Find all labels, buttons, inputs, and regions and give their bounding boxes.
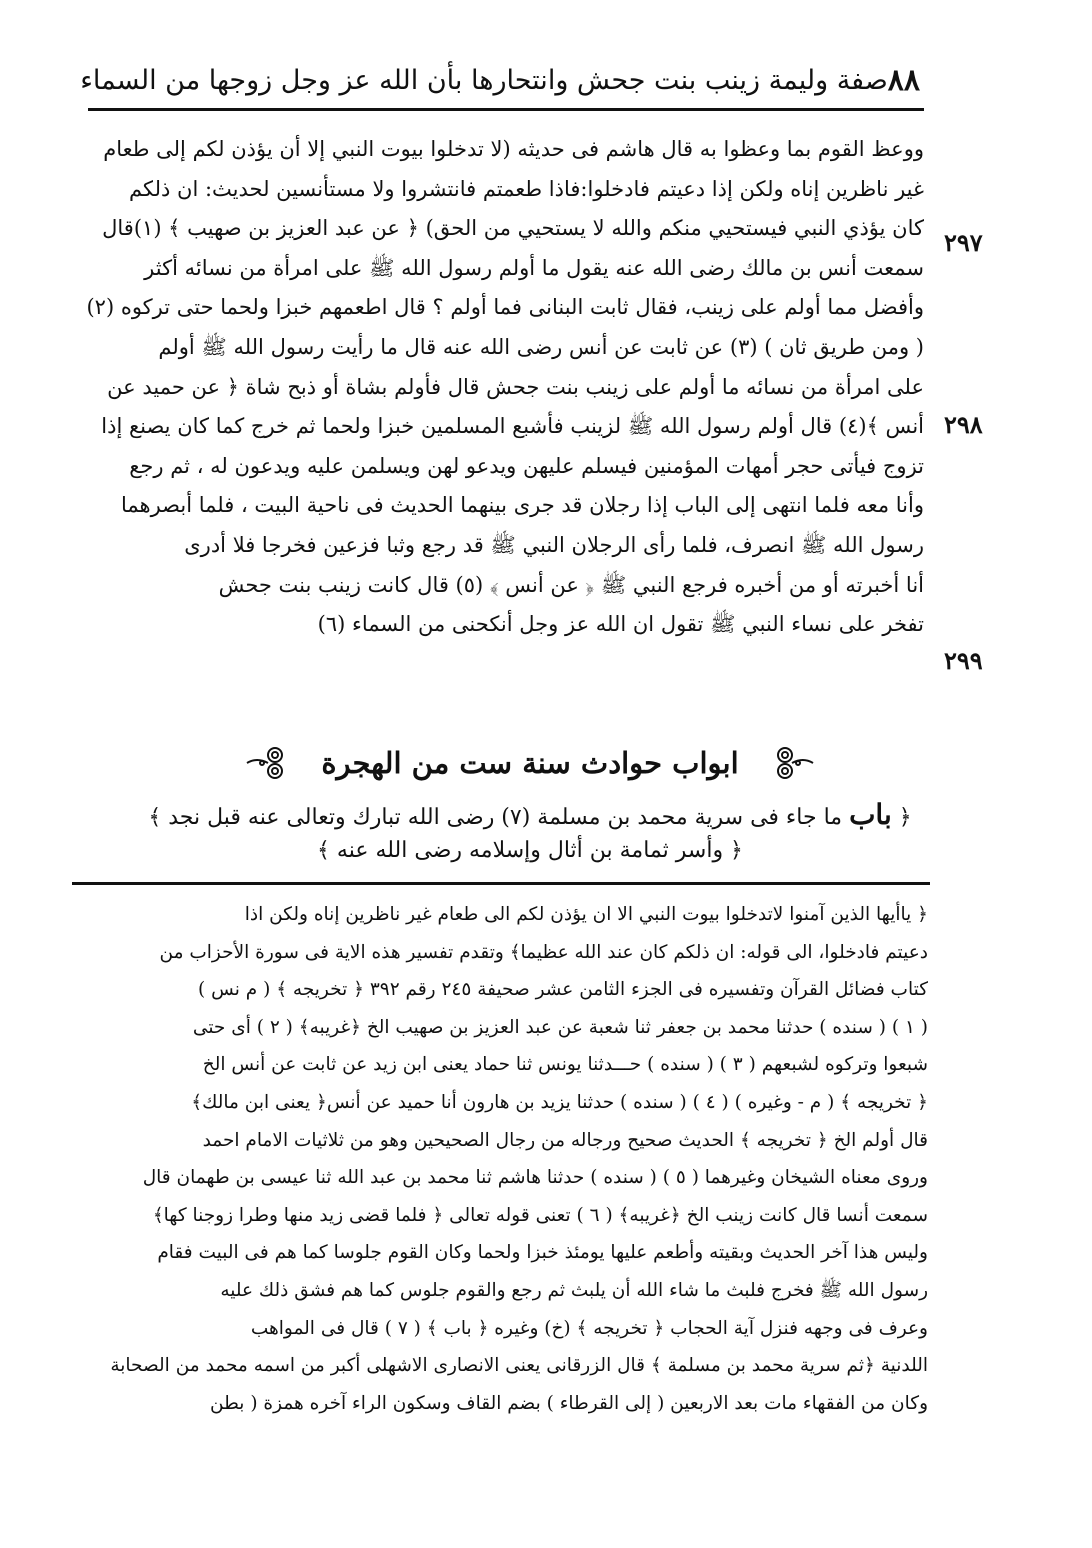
text-line: تزوج فيأتى حجر أمهات المؤمنين فيسلم عليهن ويدعو لهن ويسلمن عليه ويدعون له ، ثم رجع bbox=[129, 453, 924, 478]
bracket-open: ﴿ bbox=[898, 805, 912, 830]
footnote-line: قال أولم الخ ﴿ تخريجه ﴾ الحديث صحيح ورجاله من رجال الصحيحين وهو من ثلاثيات الامام احمد bbox=[202, 1129, 928, 1151]
main-text bbox=[72, 130, 924, 645]
footnote-line: ﴿ ياأيها الذين آمنوا لاتدخلوا بيوت النبي الا ان يؤذن لكم الى طعام غير ناظرين إناه ولكن اذا bbox=[244, 904, 928, 925]
footnote-line: كتاب فضائل القرآن وتفسيره فى الجزء الثامن عشر صحيفة ٢٤٥ رقم ٣٩٢ ﴿ تخريجه ﴾ ( م نس ) bbox=[198, 979, 928, 1001]
footnote-line: وليس هذا آخر الحديث وبقيته وأطعم عليها يومئذ خبزا ولحما وكان القوم جلوسا كما هم فى البيت فقام bbox=[157, 1242, 928, 1264]
bab-label: باب bbox=[849, 798, 892, 831]
footnote-line: وكان من الفقهاء مات بعد الاربعين ( إلى القرطاء ) بضم القاف وسكون الراء آخره همزة ( بطن bbox=[210, 1392, 928, 1414]
section-heading bbox=[200, 740, 860, 786]
text-line: ( ومن طريق ثان ) (٣) عن ثابت عن أنس رضى الله عنه قال ما رأيت رسول الله ﷺ أولم bbox=[158, 334, 924, 359]
footnote-line: سمعت أنسا قال كانت زينب الخ ﴿غريبه﴾ ( ٦ ) تعنى قوله تعالى ﴿ فلما قضى زيد منها وطرا زوجنا كها﴾ bbox=[152, 1204, 928, 1226]
text-line: ووعظ القوم بما وعظوا به قال هاشم فى حديثه (لا تدخلوا بيوت النبي إلا أن يؤذن لكم إلى طعام bbox=[103, 137, 924, 161]
footnote-line: دعيتم فادخلوا، الى قوله: ان ذلكم كان عند الله عظيما﴾ وتقدم تفسير هذه الاية فى سورة الأحزاب من bbox=[159, 941, 928, 963]
footnote-rule bbox=[72, 882, 930, 885]
footnotes bbox=[72, 896, 928, 1422]
footnote-line: رسول الله ﷺ فخرج فلبث ما شاء الله أن يلبث ثم رجع والقوم جلوس كما هم فشق ذلك عليه bbox=[220, 1279, 928, 1301]
text-line: كان يؤذي النبي فيستحيي منكم والله لا يستحيي من الحق) ﴿ عن عبد العزيز بن صهيب ﴾ (١)قال bbox=[102, 216, 924, 241]
text-line: سمعت أنس بن مالك رضى الله عنه يقول ما أولم رسول الله ﷺ على امرأة من نسائه أكثر bbox=[144, 255, 924, 280]
text-line: غير ناظرين إناه ولكن إذا دعيتم فادخلوا:فاذا طعمتم فانتشروا ولا مستأنسين لحديث: ان ذلكم bbox=[129, 176, 924, 201]
text-line: رسول الله ﷺ انصرف، فلما رأى الرجلان النبي ﷺ قد رجع وثبا فزعين فخرجا فلا أدرى bbox=[184, 532, 924, 557]
running-title: صفة وليمة زينب بنت جحش وانتحارها بأن الله عز وجل زوجها من السماء bbox=[80, 64, 888, 96]
text-line: أنس ﴾(٤) قال أولم رسول الله ﷺ لزينب فأشبع المسلمين خبزا ولحما ثم خرج كما كان يصنع إذا bbox=[101, 414, 924, 439]
footnote-line: ( ١ ) ( سنده ) حدثنا محمد بن جعفر ثنا شعبة عن عبد العزيز بن صهيب الخ ﴿غريبه﴾ ( ٢ ) أى حتى bbox=[192, 1016, 928, 1038]
running-header bbox=[80, 58, 920, 102]
text-line: وأنا معه فلما انتهى إلى الباب إذا رجلان قد جرى بينهما الحديث فى ناحية البيت ، فلما أبصرهما bbox=[120, 493, 924, 518]
footnote-line: وعرف فى وجهه فنزل آية الحجاب ﴿ تخريجه ﴾ (خ) وغيره ﴿ باب ﴾ ( ٧ ) قال فى المواهب bbox=[250, 1317, 928, 1339]
footnote-line: وروى معناه الشيخان وغيرهما ( ٥ ) ( سنده ) حدثنا هاشم ثنا محمد بن عبد الله ثنا عيسى بن طهمان قال bbox=[142, 1167, 928, 1189]
hadith-number: ٢٩٧ bbox=[944, 228, 983, 257]
ornament-icon bbox=[765, 743, 815, 783]
header-rule bbox=[88, 108, 924, 111]
hadith-number: ٢٩٩ bbox=[944, 646, 983, 675]
section-title: ابواب حوادث سنة ست من الهجرة bbox=[321, 746, 739, 780]
footnote-line: ﴿ تخريجه ﴾ ( م - وغيره ) ( ٤ ) ( سنده ) حدثنا يزيد بن هارون أنا حميد عن أنس﴿ يعنى ابن مالك﴾ bbox=[191, 1091, 928, 1113]
bab-heading-line2: ﴿ وأسر ثمامة بن أثال وإسلامه رضى الله عنه ﴾ bbox=[317, 838, 743, 863]
hadith-number: ٢٩٨ bbox=[944, 410, 983, 439]
footnote-line: شبعوا وتركوه لشبعهم ( ٣ ) ( سنده ) حـــدثنا يونس ثنا حماد يعنى ابن زيد عن ثابت عن أنس الخ bbox=[202, 1054, 928, 1076]
text-line: وأفضل مما أولم على زينب، فقال ثابت البنانى فما أولم ؟ قال اطعمهم خبزا ولحما حتى تركوه (٢) bbox=[86, 295, 924, 320]
footnote-line: اللدنية ﴿ثم سرية محمد بن مسلمة ﴾ قال الزرقانى يعنى الانصارى الاشهلى أكبر من اسمه محمد من الصحابة bbox=[110, 1355, 928, 1377]
text-line: أنا أخبرته أو من أخبره فرجع النبي ﷺ ﴿ عن أنس ﴾ (٥) قال كانت زينب بنت جحش bbox=[218, 572, 924, 597]
ornament-icon bbox=[245, 743, 295, 783]
bab-heading-line1 bbox=[120, 798, 940, 831]
bab-text: ما جاء فى سرية محمد بن مسلمة (٧) رضى الله تبارك وتعالى عنه قبل نجد ﴾ bbox=[148, 805, 843, 830]
text-line: على امرأة من نسائه ما أولم على زينب بنت جحش قال فأولم بشاة أو ذبح شاة ﴿ عن حميد عن bbox=[107, 374, 924, 399]
text-line: تفخر على نساء النبي ﷺ تقول ان الله عز وجل أنكحنى من السماء (٦) bbox=[317, 612, 924, 637]
page-number: ٨٨ bbox=[887, 62, 920, 98]
